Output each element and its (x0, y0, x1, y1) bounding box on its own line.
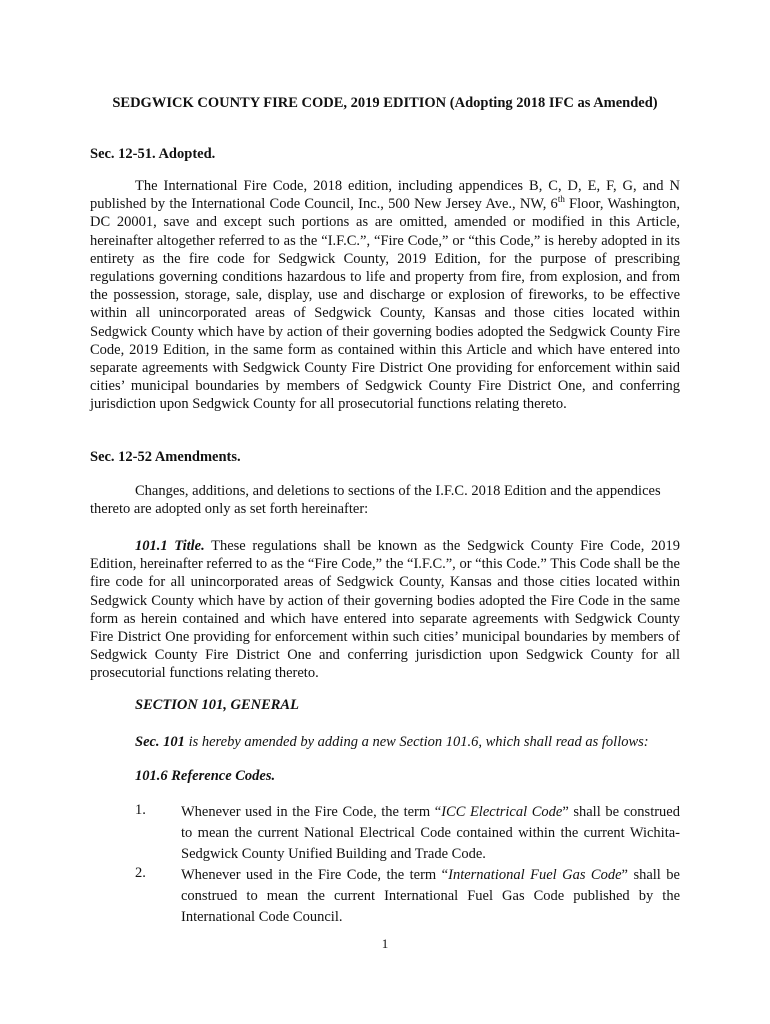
sec-12-51-text-a: The International Fire Code, 2018 edition, including appendices B, C, D, E, F, G, and N published by the International Code Council, Inc., 500 New Jersey Ave., NW, 6 (90, 178, 680, 213)
list-item-text: ” shall be construed to mean the current International Fuel Gas Code published by the International Code Council. (181, 867, 680, 925)
title-101-1-paragraph (90, 537, 680, 683)
document-title: SEDGWICK COUNTY FIRE CODE, 2019 EDITION (Adopting 2018 IFC as Amended) (112, 95, 658, 111)
sec-12-52-heading: Sec. 12-52 Amendments. (90, 449, 241, 465)
list-item (181, 865, 680, 928)
reference-codes-heading: 101.6 Reference Codes. (135, 768, 276, 784)
sec-101-label: Sec. 101 (135, 734, 185, 750)
sec-101-text: is hereby amended by adding a new Section 101.6, which shall read as follows: (184, 734, 649, 750)
list-item-number: 1. (135, 802, 146, 818)
title-101-1-text: These regulations shall be known as the Sedgwick County Fire Code, 2019 Edition, hereinafter referred to as the “Fire Code,” the “I.F.C.”, or “this Code.” This Code shall be the fire code for all unincorporated areas of Sedgwick County, Kansas and those cities located within Sedgwick County which have by action of their governing bodies adopted the Fire Code in the same form as herein contained and which have entered into separate agreements with Sedgwick County Fire District One providing for enforcement within such cities’ municipal boundaries by members of Sedgwick County Fire District One and conferring jurisdiction upon Sedgwick County for all prosecutorial functions relating thereto. (90, 538, 680, 682)
page-number: 1 (381, 936, 389, 951)
list-item-number: 2. (135, 865, 146, 881)
list-item-text: ” shall be construed to mean the current National Electrical Code contained within the current Wichita-Sedgwick County Unified Building and Trade Code. (181, 804, 680, 862)
sec-12-51-paragraph (90, 177, 680, 414)
sec-101-amendment (135, 734, 649, 751)
list-item-term: International Fuel Gas Code (448, 867, 622, 883)
sec-12-51-text-b: Floor, Washington, DC 20001, save and except such portions as are omitted, amended or modified in this Article, hereinafter altogether referred to as the “I.F.C.”, “Fire Code,” or “this Code,” is hereby adopted in its entirety as the fire code for Sedgwick County, 2019 Edition, for the purpose of prescribing regulations governing conditions hazardous to life and property from fire, from explosion, and from the possession, storage, sale, display, use and discharge or explosion of fireworks, to be effective within all unincorporated areas of Sedgwick County, Kansas and those cities located within Sedgwick County which have by action of their governing bodies adopted the Sedgwick County Fire Code, 2019 Edition, in the same form as contained within this Article and which have entered into separate agreements with Sedgwick County Fire District One providing for enforcement within said cities’ municipal boundaries by members of Sedgwick County Fire District One, and conferring jurisdiction upon Sedgwick County for all prosecutorial functions relating thereto. (90, 196, 681, 413)
section-101-heading: SECTION 101, GENERAL (135, 697, 299, 713)
sec-12-51-heading: Sec. 12-51. Adopted. (90, 146, 216, 162)
sec-12-52-paragraph: Changes, additions, and deletions to sections of the I.F.C. 2018 Edition and the appendices thereto are adopted only as set forth hereinafter: (90, 483, 661, 518)
list-item-text: Whenever used in the Fire Code, the term “ (181, 804, 442, 820)
list-item (181, 802, 680, 865)
list-item-text: Whenever used in the Fire Code, the term “ (181, 867, 449, 883)
list-item-term: ICC Electrical Code (441, 804, 563, 820)
ordinal-superscript: th (557, 194, 565, 205)
title-101-1-label: 101.1 Title. (135, 538, 205, 554)
